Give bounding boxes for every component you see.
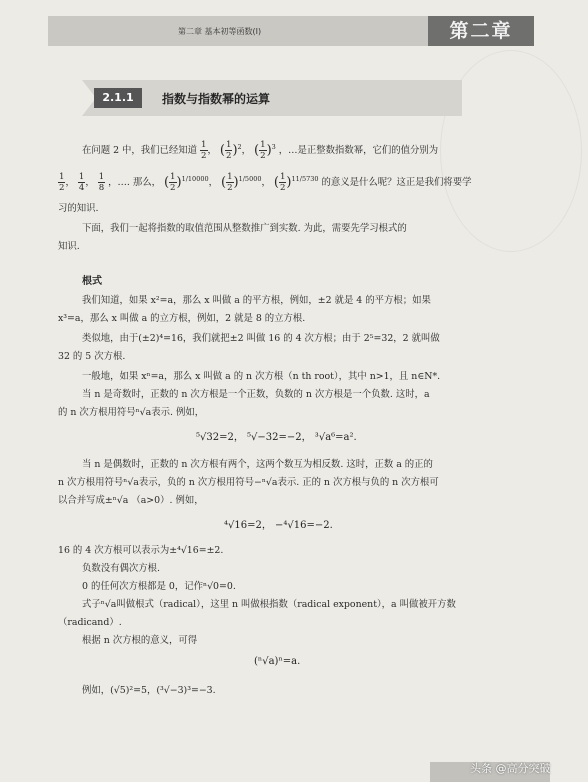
radicals-p6: 当 n 是奇数时，正数的 n 次方根是一个正数，负数的 n 次方根是一个负数. 这时，a [82,389,430,400]
fraction-half-cube: $\frac{1}{2}$ [260,140,266,161]
radicals-p2: x³=a，那么 x 叫做 a 的立方根，例如，2 就是 8 的立方根. [58,313,306,324]
intro-line-4: 下面，我们一起将指数的取值范围从整数推广到实数. 为此，需要先学习根式的 [82,223,407,234]
watermark: 头条 @高分突破 [470,762,551,775]
fraction-half-sq: $\frac{1}{2}$ [225,140,232,161]
radicals-p7: 的 n 次方根用符号ⁿ√a表示. 例如， [58,407,205,418]
fraction-1-2: $\frac{1}{2}$ [59,172,65,193]
radicals-p10: 以合并写成±ⁿ√a （a>0）. 例如， [58,495,204,506]
radicals-p12: 负数没有偶次方根. [82,563,160,574]
radicals-p9: n 次方根用符号ⁿ√a表示，负的 n 次方根用符号−ⁿ√a表示. 正的 n 次方根与负的 n 次方根可 [58,477,439,488]
formula-even-roots: ⁴√16=2， −⁴√16=−2. [224,520,333,531]
section-number: 2.1.1 [94,88,142,108]
intro-line-3: 习的知识. [58,203,99,214]
fraction-half: $\frac{1}{2}$ [201,140,207,161]
running-title: 第二章 基本初等函数(Ⅰ) [178,27,262,36]
radicals-p15: （radicand）. [58,617,122,628]
intro-line-2: $\frac{1}{2}$ ， $\frac{1}{4}$ ， $\frac{1}{8}$ ，…. 那么， ( $\frac{1}{2}$ )$^{1/10000}$， ( $\frac{1}{2}$ )$^{1/5000}$， ( $\frac{1}{2}$ )$^{11/5730}$ 的意义是什么呢？这正是我们将要学 [59,172,472,193]
intro-line-1-end: ，…是正整数指数幂，它们的值分别为 [278,145,439,156]
formula-root-power: (ⁿ√a)ⁿ=a. [254,656,301,667]
radicals-p14: 式子ⁿ√a叫做根式（radical），这里 n 叫做根指数（radical exponent），a 叫做被开方数 [82,599,456,610]
intro-line-1-start: 在问题 2 中，我们已经知道 [82,145,198,156]
radicals-p4: 32 的 5 次方根. [58,351,126,362]
chapter-tab: 第二章 [428,16,534,46]
intro-line-1: 在问题 2 中，我们已经知道 $\frac{1}{2}$ ， ( $\frac{1}{2}$ )$^2$， ( $\frac{1}{2}$ )$^3$ ，…是正整数指数幂，它们的值分别为 [82,140,439,161]
fraction-1-8: $\frac{1}{8}$ [98,172,105,193]
section-title: 指数与指数幂的运算 [162,92,271,106]
formula-odd-roots: ⁵√32=2， ⁵√−32=−2， ³√a⁶=a². [196,432,357,443]
intro-line-5: 知识. [58,241,80,252]
fraction-1-4: $\frac{1}{4}$ [78,172,85,193]
radicals-p16: 根据 n 次方根的意义，可得 [82,635,198,646]
radicals-p17: 例如，(√5)²=5，(³√−3)³=−3. [82,685,216,696]
radicals-p13: 0 的任何次方根都是 0，记作ⁿ√0=0. [82,581,236,592]
radicals-p3: 类似地，由于(±2)⁴=16，我们就把±2 叫做 16 的 4 次方根；由于 2⁵=32，2 就叫做 [82,333,440,344]
radicals-p8: 当 n 是偶数时，正数的 n 次方根有两个，这两个数互为相反数. 这时，正数 a 的正的 [82,459,433,470]
radicals-heading: 根式 [82,276,102,287]
radicals-p5: 一般地，如果 xⁿ=a，那么 x 叫做 a 的 n 次方根（n th root），其中 n>1，且 n∈N*. [82,371,441,382]
radicals-p1: 我们知道，如果 x²=a，那么 x 叫做 a 的平方根，例如，±2 就是 4 的平方根；如果 [82,295,431,306]
radicals-p11: 16 的 4 次方根可以表示为±⁴√16=±2. [58,545,224,556]
